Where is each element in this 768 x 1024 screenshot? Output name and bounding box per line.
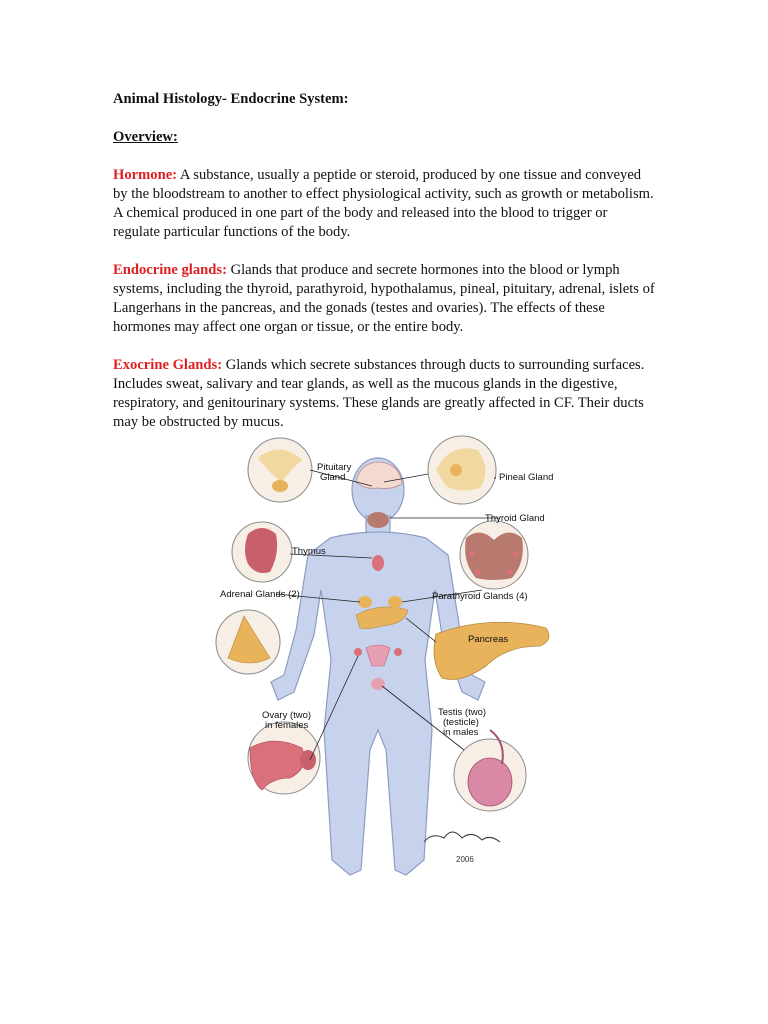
ovary-right-shape [394,648,402,656]
adrenal-right-shape [388,596,402,608]
exocrine-paragraph [113,356,658,432]
thymus-label: Thymus [292,546,326,557]
svg-text:2006: 2006 [456,855,474,864]
thyroid-label: Thyroid Gland [485,513,545,524]
endocrine-paragraph [113,261,658,337]
overview-heading: Overview: [113,129,178,145]
testis-inset [454,730,526,811]
adrenal-label: Adrenal Glands (2) [220,589,300,600]
pancreas-inset [434,622,549,679]
endocrine-diagram [210,430,560,890]
exocrine-term: Exocrine Glands: [113,357,223,373]
parathyroid-inset [460,521,528,589]
pineal-label: Pineal Gland [499,472,554,483]
hormone-paragraph [113,166,658,242]
ovary-label-line2: in females [265,720,309,731]
testis-label-line3: in males [443,727,479,738]
ovary-inset [248,722,320,794]
text-column [113,90,658,451]
testis-label-line1: Testis (two) [438,707,487,718]
endocrine-illustration [210,430,560,890]
adrenal-left-shape [358,596,372,608]
testis-label-line2: (testicle) [443,717,479,728]
ovary-left-shape [354,648,362,656]
thymus-inset [232,522,292,582]
endocrine-term: Endocrine glands: [113,262,227,278]
artist-signature [424,832,500,864]
thymus-shape [372,555,384,571]
testis-shape [371,678,385,690]
thyroid-shape [367,512,389,528]
endocrine-definition: Glands that produce and secrete hormones into the blood or lymph systems, including the thyroid, parathyroid, hypothalamus, pineal, pituitary, adrenal, islets of Langerhans in the pancreas, and the gonads (testes and ovaries). The effects of these hormones may affect one organ or tissue, or the entire body. [113,262,655,335]
pituitary-inset [248,438,312,502]
document-title: Animal Histology- Endocrine System: [113,91,349,107]
hormone-term: Hormone: [113,167,178,183]
pancreas-label: Pancreas [468,634,509,645]
pituitary-label-line2: Gland [320,472,346,483]
exocrine-definition: Glands which secrete substances through ducts to surrounding surfaces. Includes sweat, salivary and tear glands, as well as the mucous glands in the digestive, respiratory, and genitourinary systems. These glands are greatly affected in CF. Their ducts may be obstructed by mucus. [113,357,645,430]
pineal-inset [428,436,496,504]
ovary-label-line1: Ovary (two) [262,710,312,721]
pituitary-label-line1: Pituitary [317,462,352,473]
adrenal-inset [216,610,280,674]
hormone-definition: A substance, usually a peptide or steroid, produced by one tissue and conveyed by the bloodstream to another to effect physiological activity, such as growth or metabolism. A chemical produced in one part of the body and released into the blood to trigger or regulate particular functions of the body. [113,167,654,240]
parathyroid-label: Parathyroid Glands (4) [432,591,528,602]
